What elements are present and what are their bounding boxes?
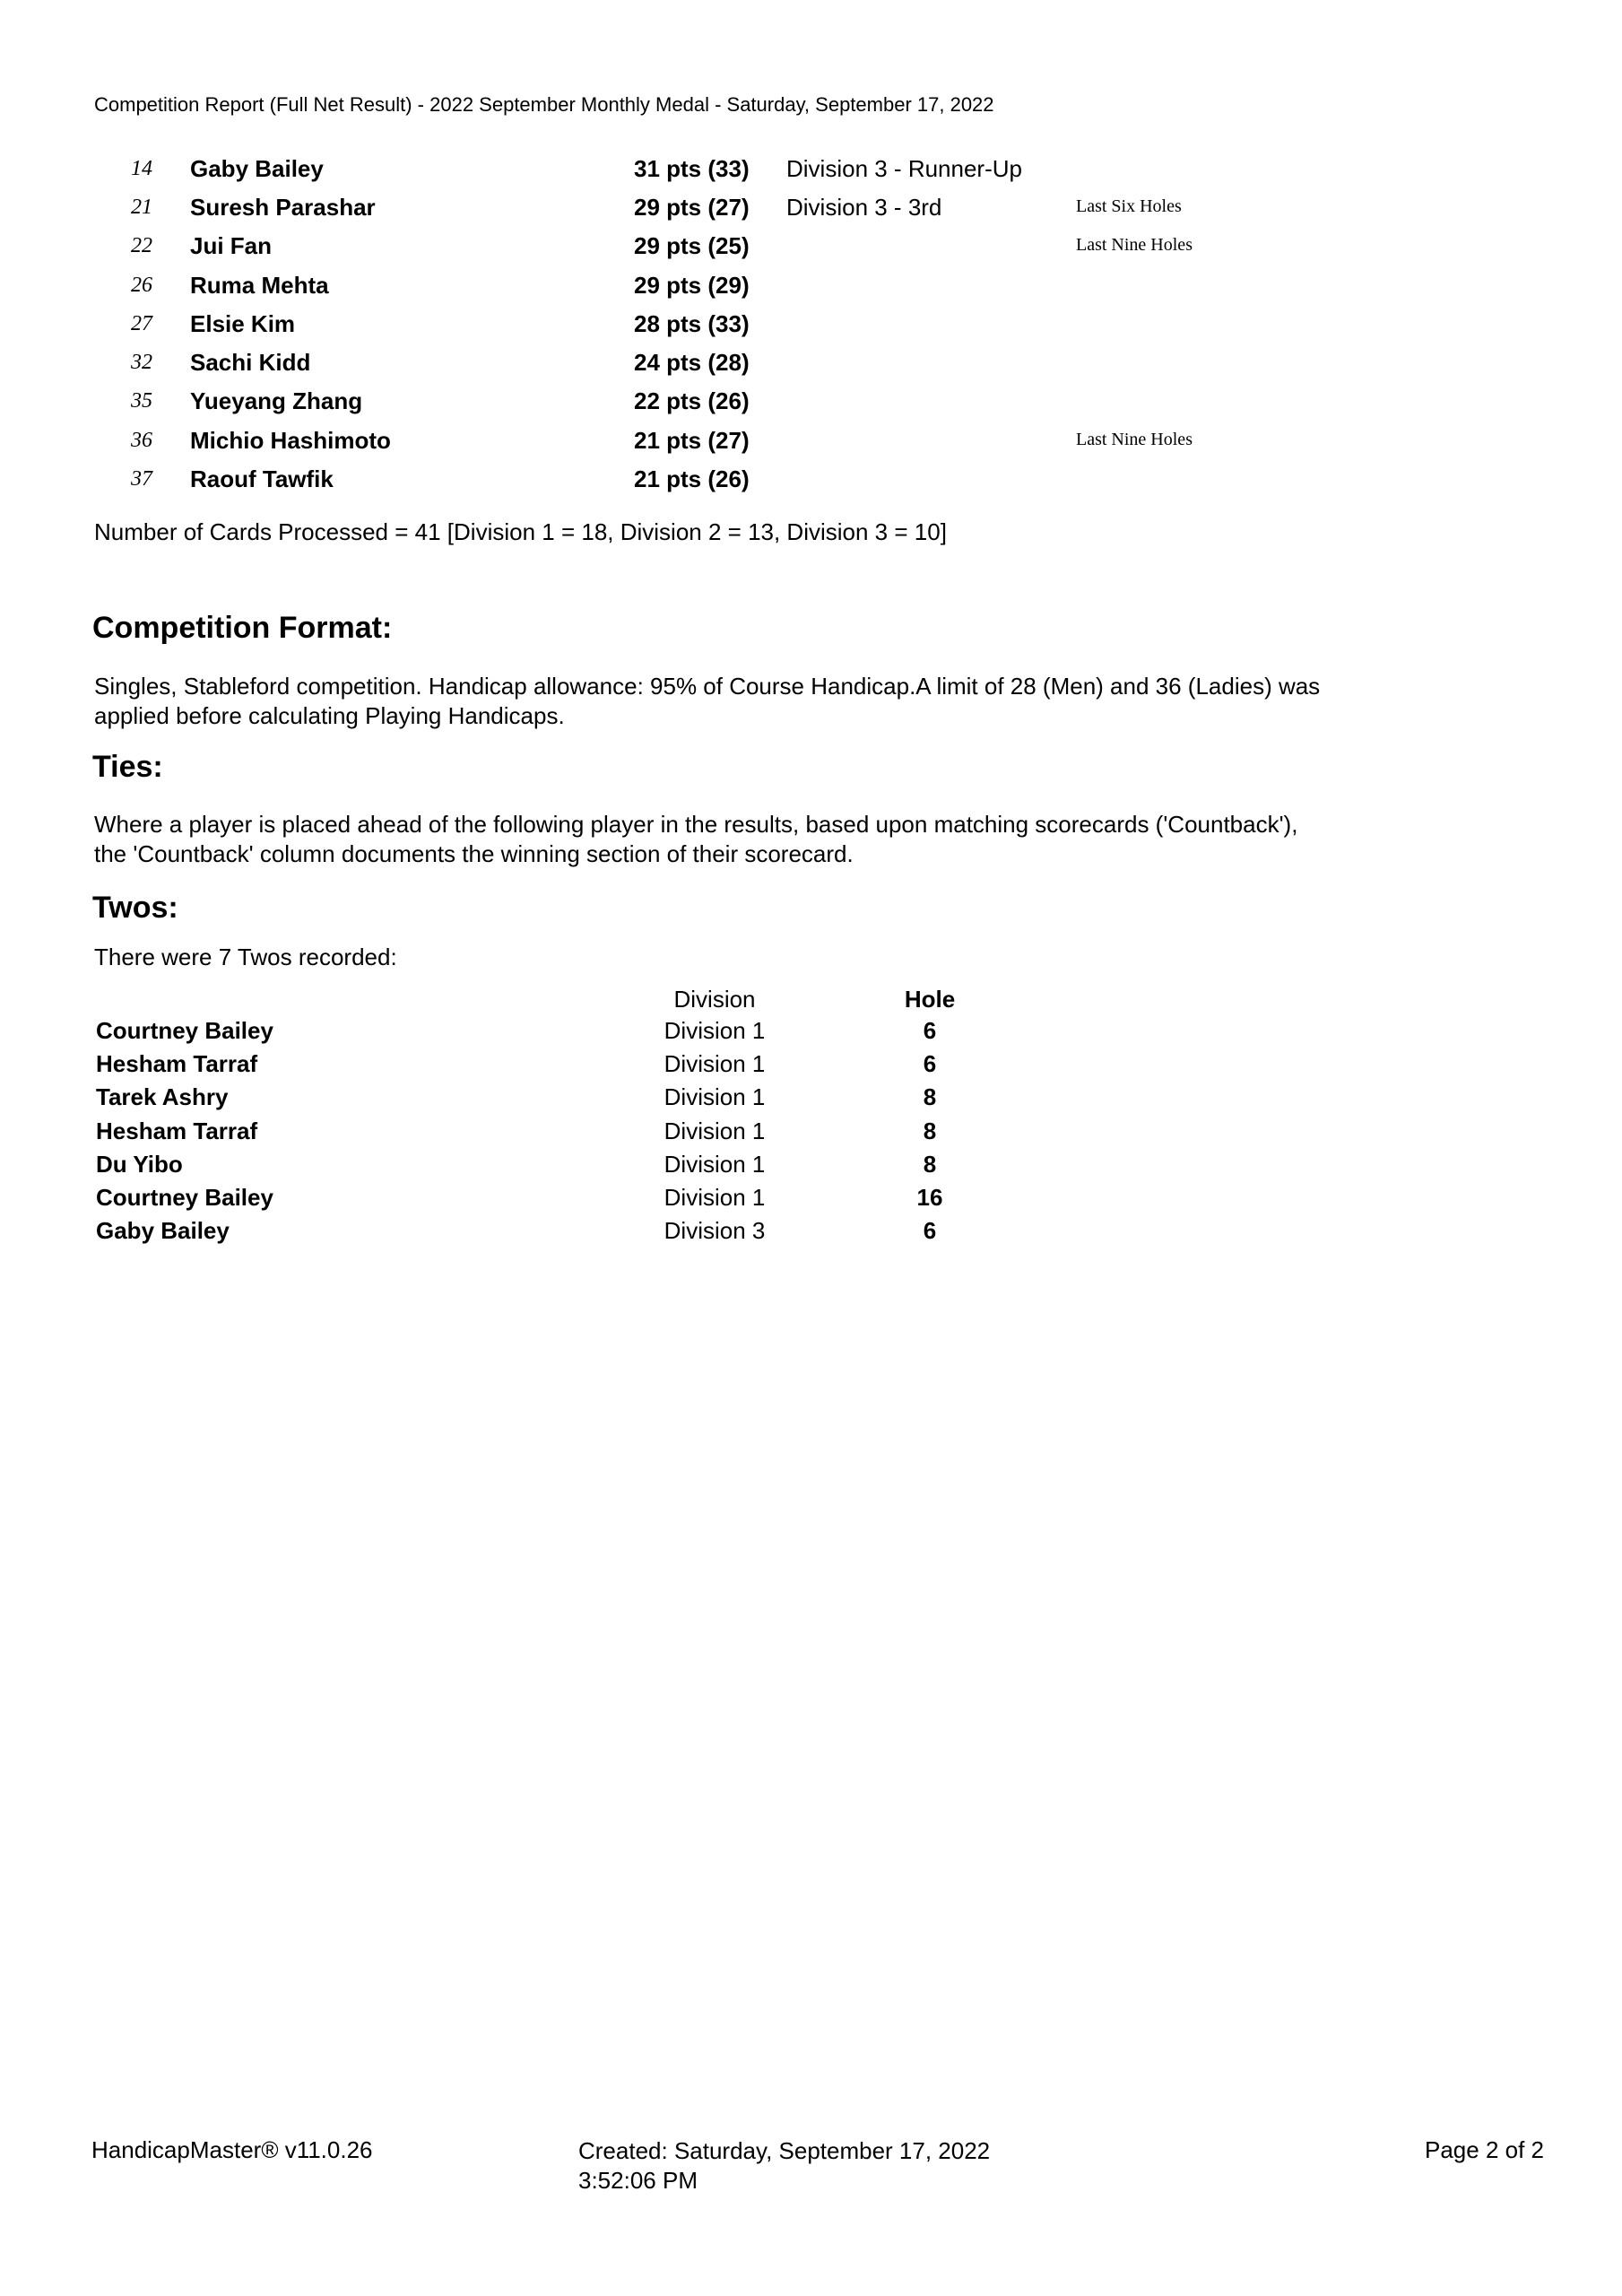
ties-text [94,810,1297,869]
division-cell: Division 1 [664,1118,766,1144]
table-row [0,1083,1622,1117]
player-name-cell: Raouf Tawfik [190,465,334,492]
points-cell: 29 pts (25) [634,232,750,259]
ties-line2: the 'Countback' column documents the winning section of their scorecard. [94,840,854,867]
player-name-cell: Hesham Tarraf [96,1118,258,1144]
table-row [0,194,1622,232]
competition-format-line2: applied before calculating Playing Handicaps. [94,702,565,729]
division-cell: Division 1 [664,1184,766,1211]
footer-page-number: Page 2 of 2 [1425,2136,1544,2163]
points-cell: 21 pts (26) [634,465,750,492]
division-cell: Division 1 [664,1083,766,1110]
position-cell: 27 [131,312,152,335]
player-name-cell: Tarek Ashry [96,1083,229,1110]
position-cell: 21 [131,196,152,219]
table-row [0,1118,1622,1151]
hole-cell: 6 [923,1050,937,1077]
position-cell: 22 [131,234,152,257]
report-title: Competition Report (Full Net Result) - 2022 September Monthly Medal - Saturday, September 17, 2022 [94,93,994,116]
twos-heading: Twos: [92,891,178,925]
points-cell: 24 pts (28) [634,349,750,376]
points-cell: 21 pts (27) [634,427,750,454]
player-name-cell: Michio Hashimoto [190,427,391,454]
twos-intro: There were 7 Twos recorded: [94,944,397,970]
player-name-cell: Courtney Bailey [96,1017,273,1044]
footer-created [578,2136,990,2196]
table-row [0,1151,1622,1184]
points-cell: 29 pts (27) [634,194,750,221]
points-cell: 31 pts (33) [634,155,750,182]
countback-cell: Last Nine Holes [1076,430,1193,449]
competition-format-line1: Singles, Stableford competition. Handicap allowance: 95% of Course Handicap.A limit of 28 (Men) and 36 (Ladies) was [94,673,1321,700]
division-column-header: Division [673,986,756,1013]
table-row [0,1184,1622,1217]
position-cell: 26 [131,274,152,297]
points-cell: 29 pts (29) [634,272,750,299]
award-cell: Division 3 - Runner-Up [786,155,1022,182]
footer-app-version: HandicapMaster® v11.0.26 [91,2136,373,2163]
hole-cell: 8 [923,1151,937,1178]
footer-created-time: 3:52:06 PM [578,2167,698,2194]
player-name-cell: Ruma Mehta [190,272,329,299]
footer-created-date: Created: Saturday, September 17, 2022 [578,2137,991,2164]
table-row [0,427,1622,465]
player-name-cell: Yueyang Zhang [190,387,363,414]
competition-format-text [94,672,1320,731]
position-cell: 36 [131,429,152,452]
position-cell: 35 [131,389,152,413]
position-cell: 14 [131,157,152,180]
table-row [0,310,1622,349]
table-row [0,349,1622,387]
competition-format-heading: Competition Format: [92,611,393,645]
player-name-cell: Elsie Kim [190,310,296,337]
player-name-cell: Du Yibo [96,1151,183,1178]
hole-cell: 8 [923,1118,937,1144]
player-name-cell: Hesham Tarraf [96,1050,258,1077]
countback-cell: Last Nine Holes [1076,235,1193,255]
hole-cell: 16 [916,1184,943,1211]
table-row [0,1017,1622,1050]
table-row [0,387,1622,426]
award-cell: Division 3 - 3rd [786,194,942,221]
position-cell: 32 [131,351,152,374]
table-row [0,1217,1622,1250]
ties-heading: Ties: [92,750,163,784]
countback-cell: Last Six Holes [1076,196,1182,216]
points-cell: 22 pts (26) [634,387,750,414]
table-row [0,232,1622,271]
hole-cell: 6 [923,1017,937,1044]
table-row [0,155,1622,194]
hole-cell: 8 [923,1083,937,1110]
cards-processed-summary: Number of Cards Processed = 41 [Division 1 = 18, Division 2 = 13, Division 3 = 10] [94,518,947,545]
division-cell: Division 1 [664,1151,766,1178]
player-name-cell: Sachi Kidd [190,349,311,376]
table-row [0,1050,1622,1083]
player-name-cell: Gaby Bailey [190,155,324,182]
table-row [0,272,1622,310]
player-name-cell: Gaby Bailey [96,1217,230,1244]
twos-table-header [0,986,1622,1019]
division-cell: Division 1 [664,1050,766,1077]
division-cell: Division 3 [664,1217,766,1244]
ties-line1: Where a player is placed ahead of the following player in the results, based upon matching scorecards ('Countback'), [94,811,1298,838]
points-cell: 28 pts (33) [634,310,750,337]
hole-cell: 6 [923,1217,937,1244]
player-name-cell: Courtney Bailey [96,1184,273,1211]
player-name-cell: Suresh Parashar [190,194,376,221]
position-cell: 37 [131,467,152,491]
player-name-cell: Jui Fan [190,232,273,259]
hole-column-header: Hole [904,986,956,1013]
table-row [0,465,1622,504]
division-cell: Division 1 [664,1017,766,1044]
